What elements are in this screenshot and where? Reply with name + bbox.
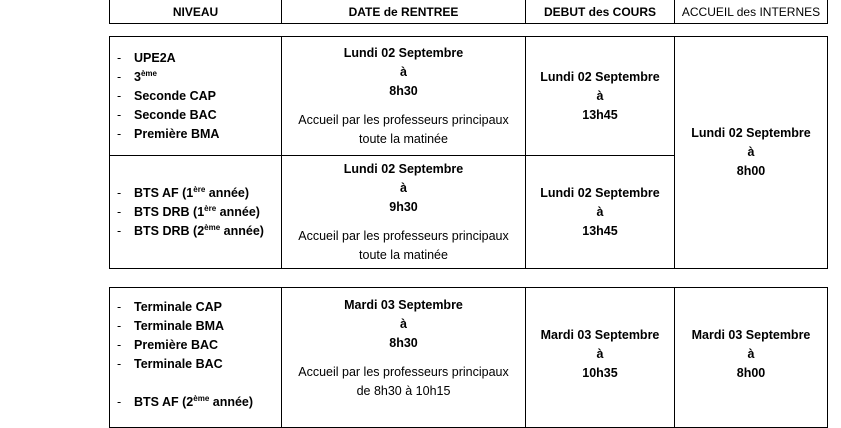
internes-date: Lundi 02 Septembre <box>691 126 811 140</box>
schedule-block-1 <box>109 36 828 269</box>
cours-date: Lundi 02 Septembre <box>540 185 660 200</box>
internes-cell: Lundi 02 Septembre à 8h00 <box>675 37 828 269</box>
cours-time: 13h45 <box>582 107 618 122</box>
cours-date: Lundi 02 Septembre <box>540 69 660 84</box>
niveau-cell <box>110 37 282 156</box>
list-item: - 3ème <box>117 68 281 87</box>
list-item: - Seconde BAC <box>117 106 281 125</box>
rentree-note: Accueil par les professeurs principaux <box>298 112 509 127</box>
niveau-cell <box>110 288 282 428</box>
list-item: - BTS DRB (1ère année) <box>117 203 281 222</box>
cours-time: 10h35 <box>582 366 618 380</box>
level-list <box>110 184 281 241</box>
rentree-note: Accueil par les professeurs principaux <box>298 365 509 379</box>
rentree-cell: Mardi 03 Septembre à 8h30 Accueil par les professeurs principaux de 8h30 à 10h15 <box>282 288 526 428</box>
rentree-time: 8h30 <box>389 336 418 350</box>
list-item: - BTS DRB (2ème année) <box>117 222 281 241</box>
list-item: - Première BAC <box>117 336 281 355</box>
rentree-date: Lundi 02 Septembre <box>343 45 464 60</box>
rentree-cell: Lundi 02 Septembre à 9h30 Accueil par les professeurs principaux toute la matinée <box>282 156 526 269</box>
cours-cell: Lundi 02 Septembre à 13h45 <box>526 37 675 156</box>
internes-date: Mardi 03 Septembre <box>691 328 811 342</box>
cours-cell: Mardi 03 Septembre à 10h35 <box>526 288 675 428</box>
list-item: - BTS AF (2ème année) <box>117 393 281 412</box>
level-list <box>110 49 281 144</box>
internes-time: 8h00 <box>736 164 766 178</box>
list-item: - Seconde CAP <box>117 87 281 106</box>
schedule-block-2 <box>109 287 828 428</box>
cours-time: 13h45 <box>582 223 618 238</box>
header-accueil-internes: ACCUEIL des INTERNES <box>675 0 828 24</box>
list-item: - Première BMA <box>117 125 281 144</box>
rentree-date: Mardi 03 Septembre <box>344 298 463 312</box>
internes-time: 8h00 <box>736 366 766 380</box>
header-niveau: NIVEAU <box>110 0 282 24</box>
cours-cell: Lundi 02 Septembre à 13h45 <box>526 156 675 269</box>
list-item: - BTS AF (1ère année) <box>117 184 281 203</box>
list-item: - Terminale BAC <box>117 355 281 374</box>
rentree-cell: Lundi 02 Septembre à 8h30 Accueil par les professeurs principaux toute la matinée <box>282 37 526 156</box>
list-item: - UPE2A <box>117 49 281 68</box>
header-date-rentree: DATE de RENTREE <box>282 0 526 24</box>
header-table <box>109 0 828 24</box>
header-debut-cours: DEBUT des COURS <box>526 0 675 24</box>
internes-cell: Mardi 03 Septembre à 8h00 <box>675 288 828 428</box>
cours-date: Mardi 03 Septembre <box>540 328 660 342</box>
level-list <box>110 298 281 412</box>
rentree-date: Lundi 02 Septembre <box>343 161 464 176</box>
list-item: - Terminale BMA <box>117 317 281 336</box>
niveau-cell <box>110 156 282 269</box>
rentree-note: Accueil par les professeurs principaux <box>298 228 509 243</box>
rentree-time: 9h30 <box>389 199 418 214</box>
rentree-time: 8h30 <box>389 83 418 98</box>
list-item: - Terminale CAP <box>117 298 281 317</box>
